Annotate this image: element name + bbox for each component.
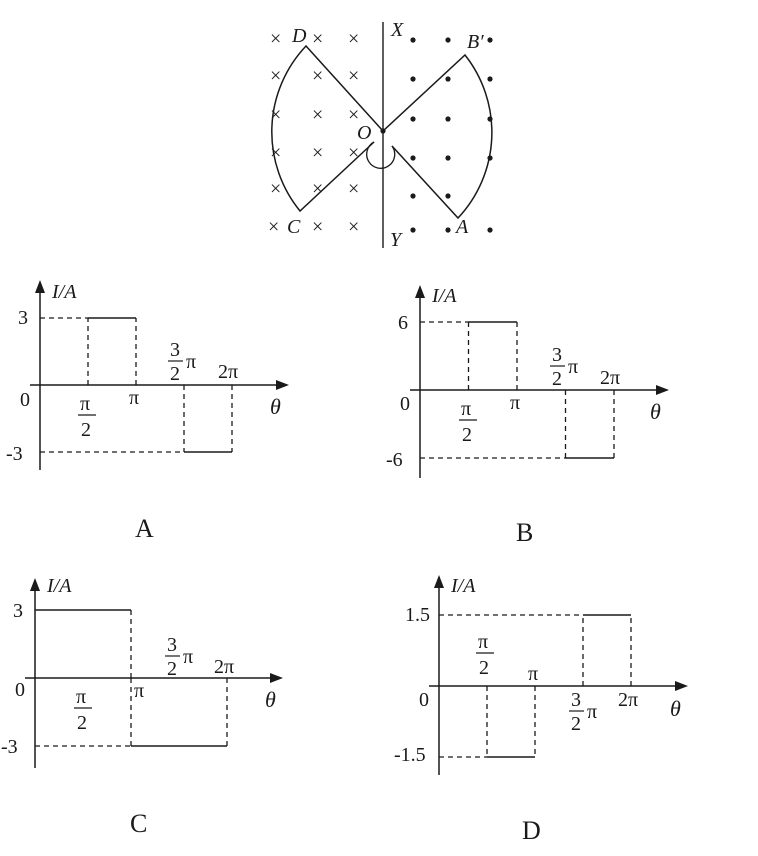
tick-2pi: 2π [214,656,235,678]
svg-text:×: × [312,104,324,126]
svg-text:×: × [270,28,282,50]
tick-pi-2-den: 2 [81,419,91,441]
tick-2pi: 2π [618,689,639,711]
right-sector [383,55,492,218]
tick-pi: π [134,680,145,702]
svg-text:×: × [348,65,360,87]
tick-3pi2-den: 2 [167,658,177,680]
svg-text:×: × [270,65,282,87]
tick-pi-2-num: π [461,398,472,420]
y-tick-bottom: -1.5 [394,744,426,766]
origin-label: 0 [15,679,25,701]
label-c: C [287,216,301,238]
y-axis-label: I/A [47,575,72,597]
x-axis-label: θ [270,394,281,419]
field-diagram [268,19,493,251]
origin-label: 0 [400,393,410,415]
label-b: B′ [467,31,484,53]
x-axis-label: θ [265,687,276,712]
tick-3pi2-den: 2 [552,368,562,390]
label-y: Y [390,229,402,251]
y-axis-label: I/A [432,285,457,307]
tick-pi: π [528,663,539,685]
tick-pi: π [510,392,521,414]
label-x: X [391,19,404,41]
tick-3pi2-num: 3 [552,344,562,366]
svg-text:×: × [348,178,360,200]
tick-pi: π [129,387,140,409]
y-tick-top: 6 [398,312,408,334]
option-label-d: D [522,816,541,845]
graph-c [1,575,283,768]
tick-pi-2-num: π [80,393,91,415]
y-tick-top: 3 [13,600,23,622]
option-label-b: B [516,518,534,547]
tick-pi-2-den: 2 [479,657,489,679]
tick-3pi2-pi: π [183,646,194,668]
tick-3pi2-pi: π [568,356,579,378]
svg-text:×: × [270,142,282,164]
y-axis-label: I/A [52,281,77,303]
svg-text:×: × [348,104,360,126]
option-label-c: C [130,809,148,838]
tick-pi-2-den: 2 [77,712,87,734]
origin-label: 0 [419,689,429,711]
svg-text:×: × [312,142,324,164]
cross-marks [268,28,359,238]
option-label-a: A [135,514,154,543]
angle-arc [367,142,395,168]
tick-3pi2-den: 2 [170,363,180,385]
origin-label: 0 [20,389,30,411]
svg-text:×: × [312,65,324,87]
tick-3pi2-pi: π [186,351,197,373]
label-a: A [456,216,469,238]
y-tick-bottom: -3 [1,736,18,758]
svg-text:×: × [348,28,360,50]
graph-a [6,280,289,470]
svg-text:×: × [270,104,282,126]
y-axis-label: I/A [451,575,476,597]
label-d: D [292,25,307,47]
tick-pi-2-num: π [76,686,87,708]
pivot-point [380,128,385,133]
tick-2pi: 2π [600,367,621,389]
x-axis-label: θ [670,696,681,721]
tick-3pi2-num: 3 [170,339,180,361]
svg-text:×: × [348,216,360,238]
label-o: O [357,122,372,144]
svg-text:×: × [312,178,324,200]
svg-text:×: × [312,28,324,50]
svg-text:×: × [270,178,282,200]
tick-3pi2-num: 3 [571,689,581,711]
tick-3pi2-pi: π [587,701,598,723]
graph-d [394,575,688,775]
graph-b [386,285,669,478]
y-tick-top: 1.5 [405,604,430,626]
tick-3pi2-den: 2 [571,713,581,735]
svg-text:×: × [268,216,280,238]
x-axis-label: θ [650,399,661,424]
svg-text:×: × [348,142,360,164]
svg-text:×: × [312,216,324,238]
y-tick-top: 3 [18,307,28,329]
y-tick-bottom: -3 [6,443,23,465]
tick-pi-2-den: 2 [462,424,472,446]
tick-pi-2-num: π [478,631,489,653]
tick-3pi2-num: 3 [167,634,177,656]
y-tick-bottom: -6 [386,449,403,471]
tick-2pi: 2π [218,361,239,383]
